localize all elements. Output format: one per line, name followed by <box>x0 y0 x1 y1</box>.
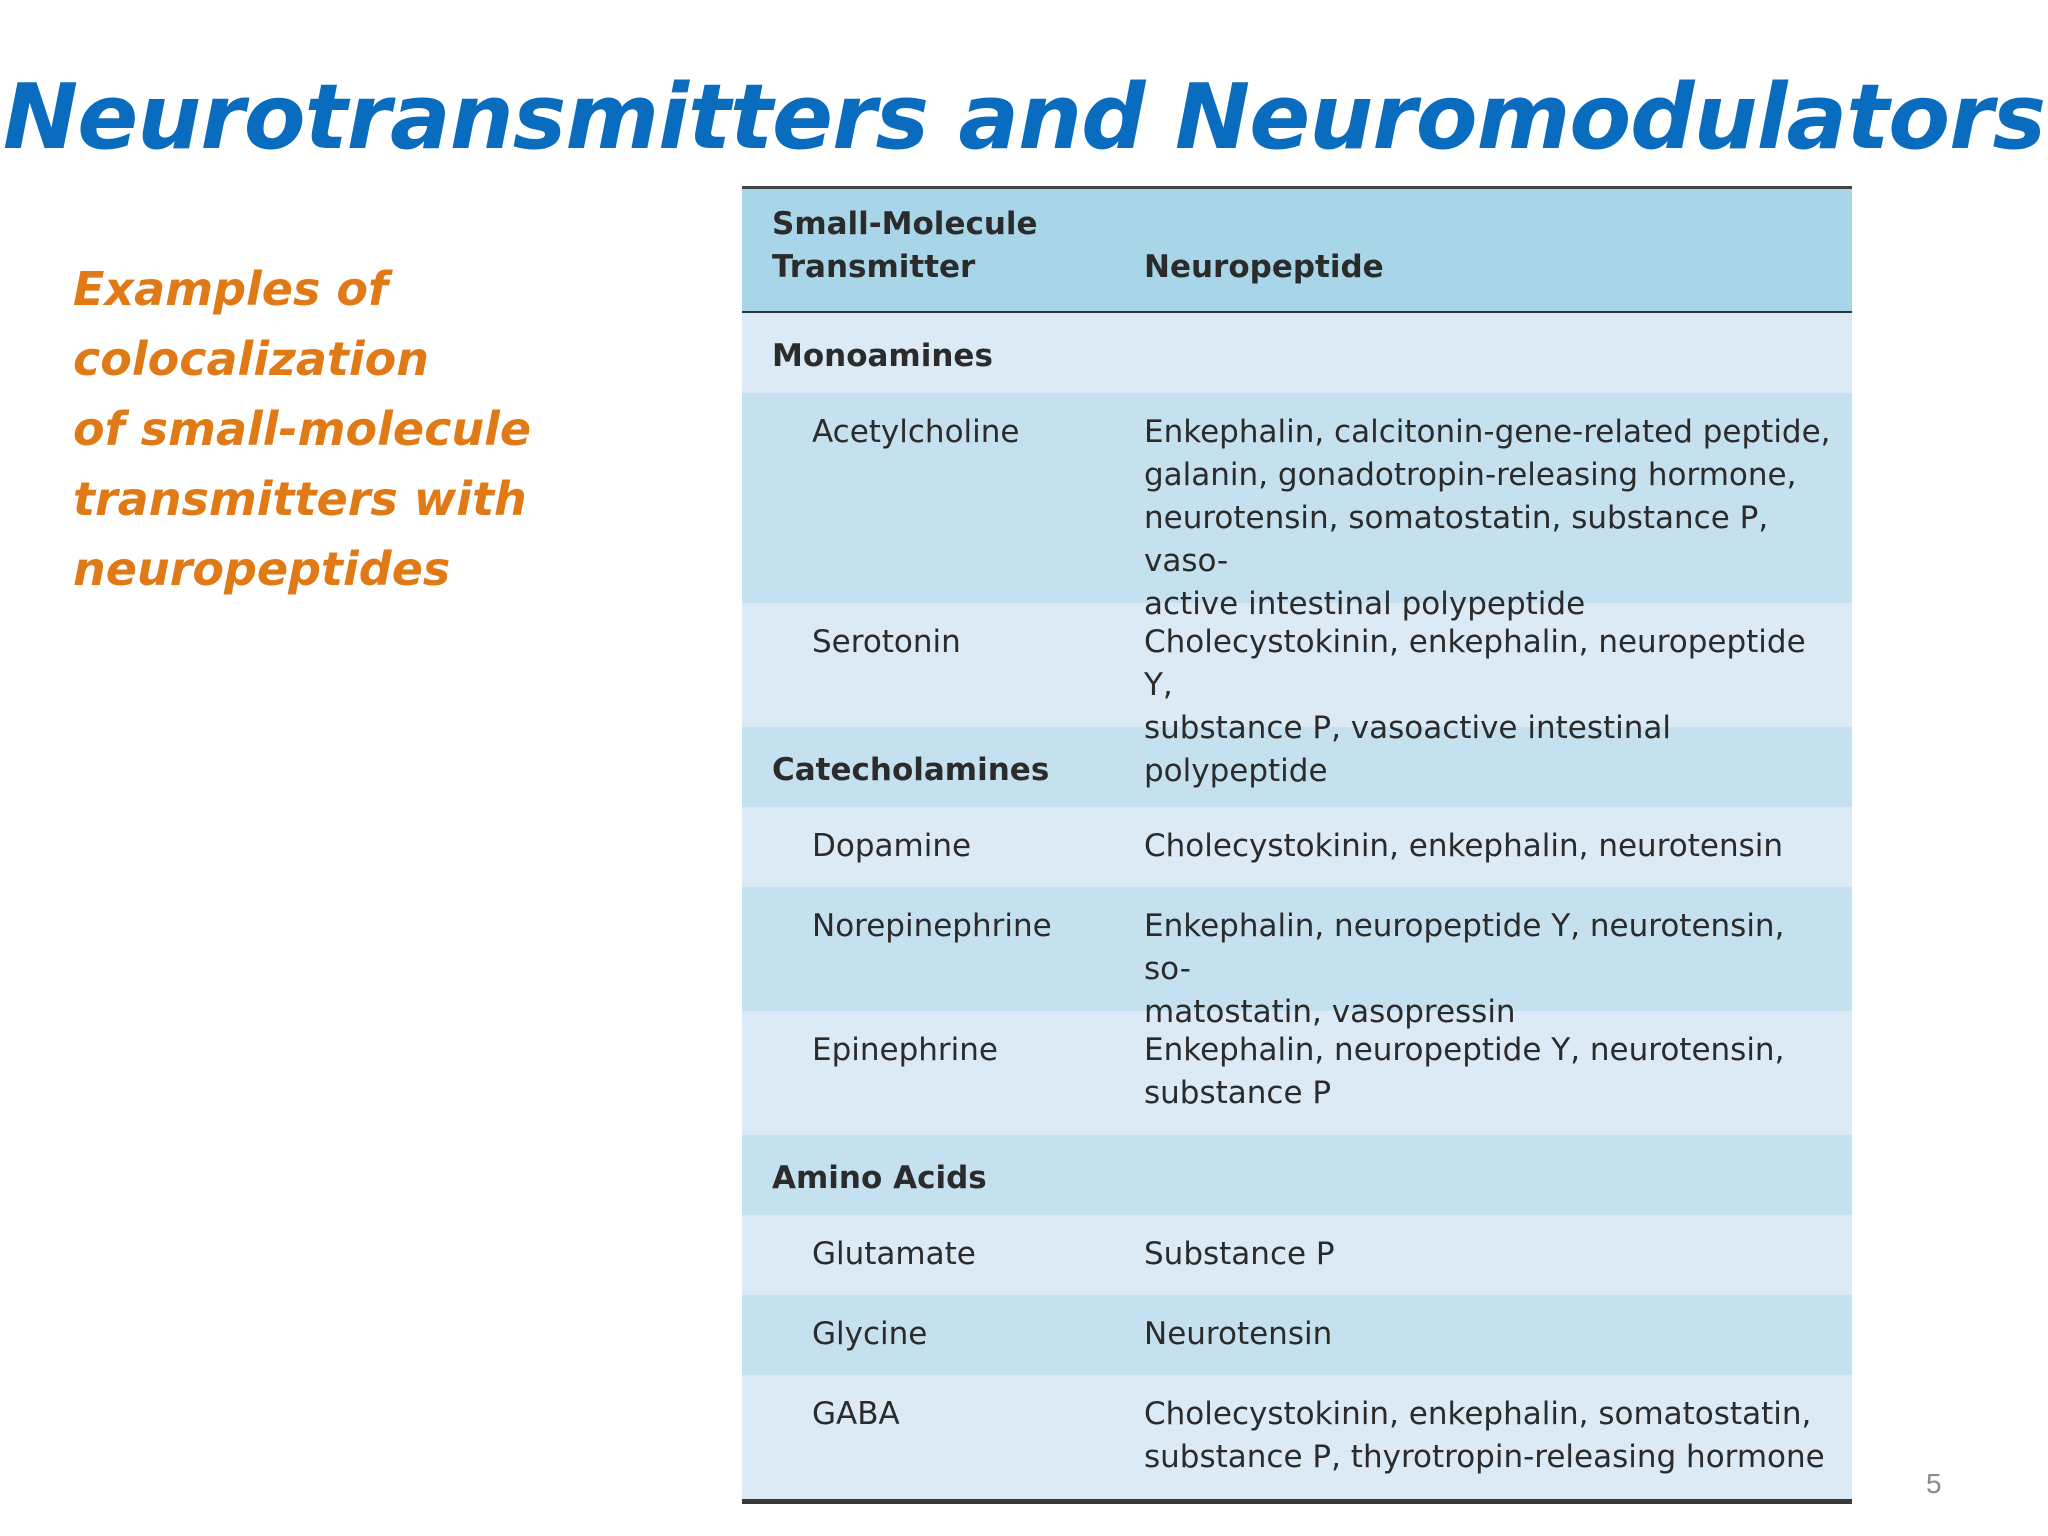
slide-title: Neurotransmitters and Neuromodulators <box>2 65 2046 170</box>
subtitle-line: transmitters with <box>73 472 527 526</box>
transmitter-cell: Dopamine <box>812 828 972 864</box>
table-header-row <box>742 189 1852 313</box>
group-label: Amino Acids <box>772 1160 987 1196</box>
table-row <box>742 1295 1852 1375</box>
neuropeptide-line: active intestinal polypeptide <box>1144 586 1586 622</box>
transmitter-cell: Norepinephrine <box>812 908 1052 944</box>
transmitter-cell: GABA <box>812 1396 900 1432</box>
neuropeptide-line: Cholecystokinin, enkephalin, neurotensin <box>1144 828 1784 864</box>
neuropeptide-line: Enkephalin, calcitonin-gene-related peptide, <box>1144 414 1831 450</box>
neuropeptide-cell <box>1144 1313 1834 1356</box>
table-row <box>742 887 1852 1030</box>
table-row <box>742 1011 1852 1135</box>
neuropeptide-cell <box>1144 621 1834 793</box>
transmitter-cell: Acetylcholine <box>812 414 1020 450</box>
group-row-amino-acids <box>742 1135 1852 1215</box>
neuropeptide-line: matostatin, vasopressin <box>1144 994 1516 1030</box>
transmitter-cell: Serotonin <box>812 624 961 660</box>
neuropeptide-cell <box>1144 825 1834 868</box>
neuropeptide-line: Substance P <box>1144 1236 1335 1272</box>
subtitle-line: neuropeptides <box>73 542 451 596</box>
subtitle-line: of small-molecule <box>73 402 532 456</box>
neuropeptide-line: Cholecystokinin, enkephalin, somatostatin, <box>1144 1396 1812 1432</box>
subtitle-line: Examples of colocalization <box>73 262 430 386</box>
group-label: Catecholamines <box>772 752 1050 788</box>
neuropeptide-line: Neurotensin <box>1144 1316 1333 1352</box>
header-transmitter-line: Small-Molecule <box>772 206 1038 242</box>
header-neuropeptide: Neuropeptide <box>1144 249 1384 285</box>
header-transmitter-line: Transmitter <box>772 249 976 285</box>
neuropeptide-line: substance P <box>1144 1075 1332 1111</box>
neuropeptide-cell <box>1144 905 1834 1034</box>
transmitter-cell: Epinephrine <box>812 1032 998 1068</box>
page-number: 5 <box>1926 1468 1942 1499</box>
neuropeptide-line: substance P, vasoactive intestinal polypeptide <box>1144 710 1671 789</box>
colocalization-table <box>742 186 1852 1504</box>
table-row <box>742 1215 1852 1295</box>
neuropeptide-line: Enkephalin, neuropeptide Y, neurotensin, so- <box>1144 908 1785 987</box>
neuropeptide-cell <box>1144 1029 1834 1115</box>
transmitter-cell: Glutamate <box>812 1236 976 1272</box>
neuropeptide-cell <box>1144 411 1834 626</box>
neuropeptide-cell <box>1144 1233 1834 1276</box>
group-label: Monoamines <box>772 338 993 374</box>
neuropeptide-line: galanin, gonadotropin-releasing hormone, <box>1144 457 1797 493</box>
header-transmitter <box>742 203 1144 289</box>
table-bottom-rule <box>742 1499 1852 1504</box>
table-row <box>742 1375 1852 1499</box>
group-row-monoamines <box>742 313 1852 393</box>
neuropeptide-cell <box>1144 1393 1834 1479</box>
slide-subtitle <box>73 254 713 604</box>
transmitter-cell: Glycine <box>812 1316 928 1352</box>
table-row <box>742 807 1852 887</box>
neuropeptide-line: neurotensin, somatostatin, substance P, vaso- <box>1144 500 1769 579</box>
neuropeptide-line: Cholecystokinin, enkephalin, neuropeptide Y, <box>1144 624 1806 703</box>
neuropeptide-line: substance P, thyrotropin-releasing hormone <box>1144 1439 1825 1475</box>
neuropeptide-line: Enkephalin, neuropeptide Y, neurotensin, <box>1144 1032 1785 1068</box>
table-row <box>742 393 1852 622</box>
